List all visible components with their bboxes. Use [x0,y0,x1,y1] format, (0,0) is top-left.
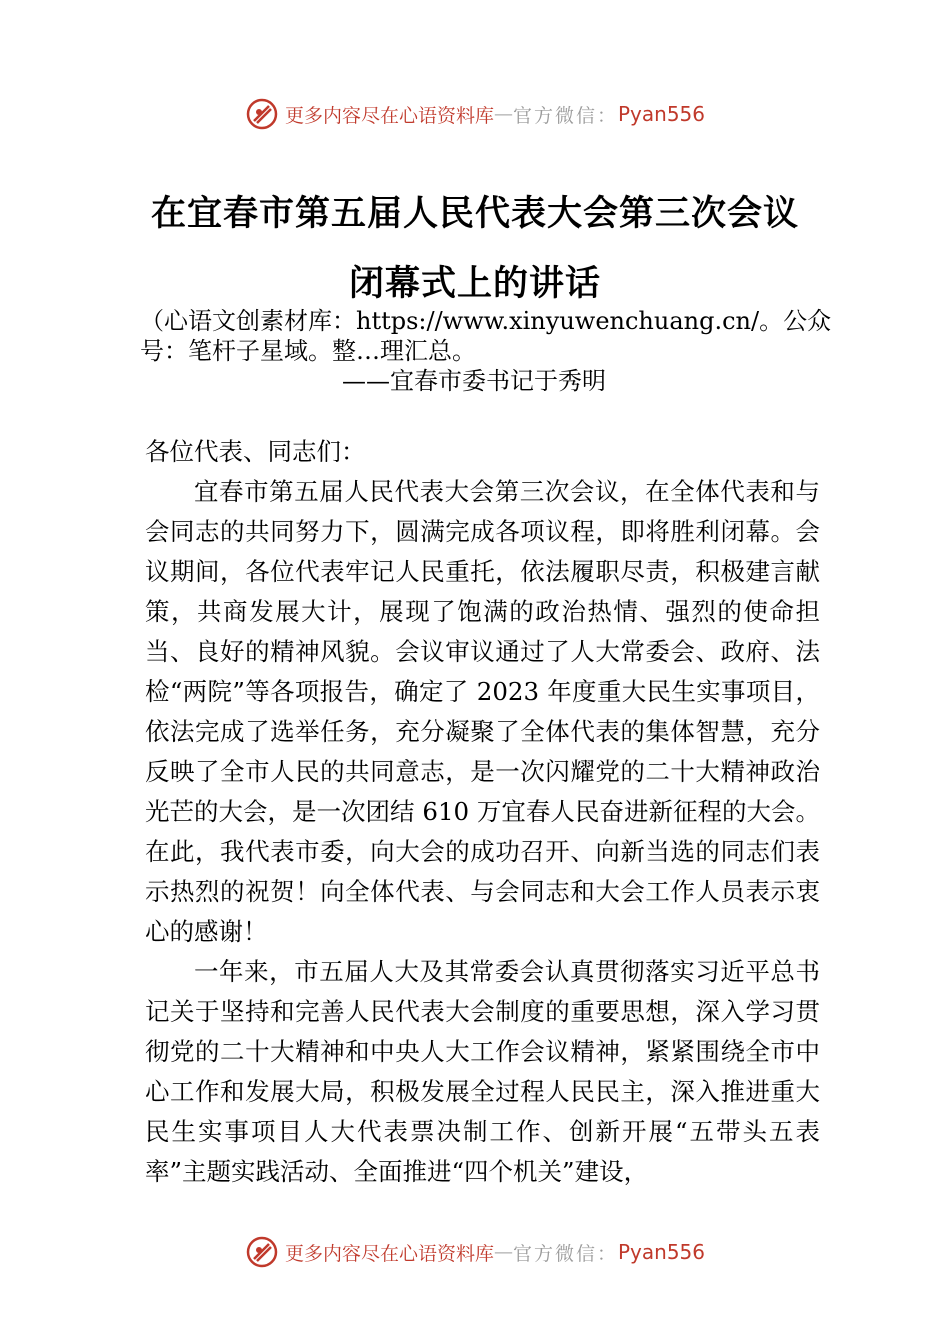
logo-icon [245,1235,279,1269]
paragraph-1: 宜春市第五届人民代表大会第三次会议，在全体代表和与会同志的共同努力下，圆满完成各项议程，即将胜利闭幕。会议期间，各位代表牢记人民重托，依法履职尽责，积极建言献策，共商发展大计，展现了饱满的政治热情、强烈的使命担当、良好的精神风貌。会议审议通过了人大常委会、政府、法检“两院”等各项报告，确定了 2023 年度重大民生实事项目，依法完成了选举任务，充分凝聚了全体代表的集体智慧，充分反映了全市人民的共同意志，是一次闪耀党的二十大精神政治光芒的大会，是一次团结 610 万宜春人民奋进新征程的大会。在此，我代表市委，向大会的成功召开、向新当选的同志们表示热烈的祝贺！向全体代表、与会同志和大会工作人员表示衷心的感谢！ [145,477,820,946]
banner-label: 官方微信： [512,104,618,127]
banner-text: 更多内容尽在心语资料库 [284,1242,494,1265]
paragraph-2: 一年来，市五届人大及其常委会认真贯彻落实习近平总书记关于坚持和完善人民代表大会制度的重要思想，深入学习贯彻党的二十大精神和中央人大工作会议精神，紧紧围绕全市中心工作和发展大局，积极发展全过程人民民主，深入推进重大民生实事项目人大代表票决制工作、创新开展“五带头五表率”主题实践活动、全面推进“四个机关”建设， [145,957,820,1186]
title-line-2: 闭幕式上的讲话 [348,263,601,304]
banner-text: 更多内容尽在心语资料库 [284,104,494,127]
wechat-id: Pyan556 [618,1240,706,1264]
banner-separator: — [493,103,513,125]
title-line-1: 在宜春市第五届人民代表大会第三次会议 [150,193,799,234]
header-banner [0,94,950,134]
logo-icon [245,97,279,131]
author-line: ——宜春市委书记于秀明 [342,367,606,395]
salutation: 各位代表、同志们： [145,437,366,466]
footer-banner [0,1232,950,1272]
banner-separator: — [493,1241,513,1263]
speech-body [145,432,820,1192]
wechat-id: Pyan556 [618,102,706,126]
banner-label: 官方微信： [512,1242,618,1265]
source-note: （心语文创素材库：https://www.xinyuwenchuang.cn/。公众号：笔杆子星域。整…理汇总。 [140,307,832,365]
